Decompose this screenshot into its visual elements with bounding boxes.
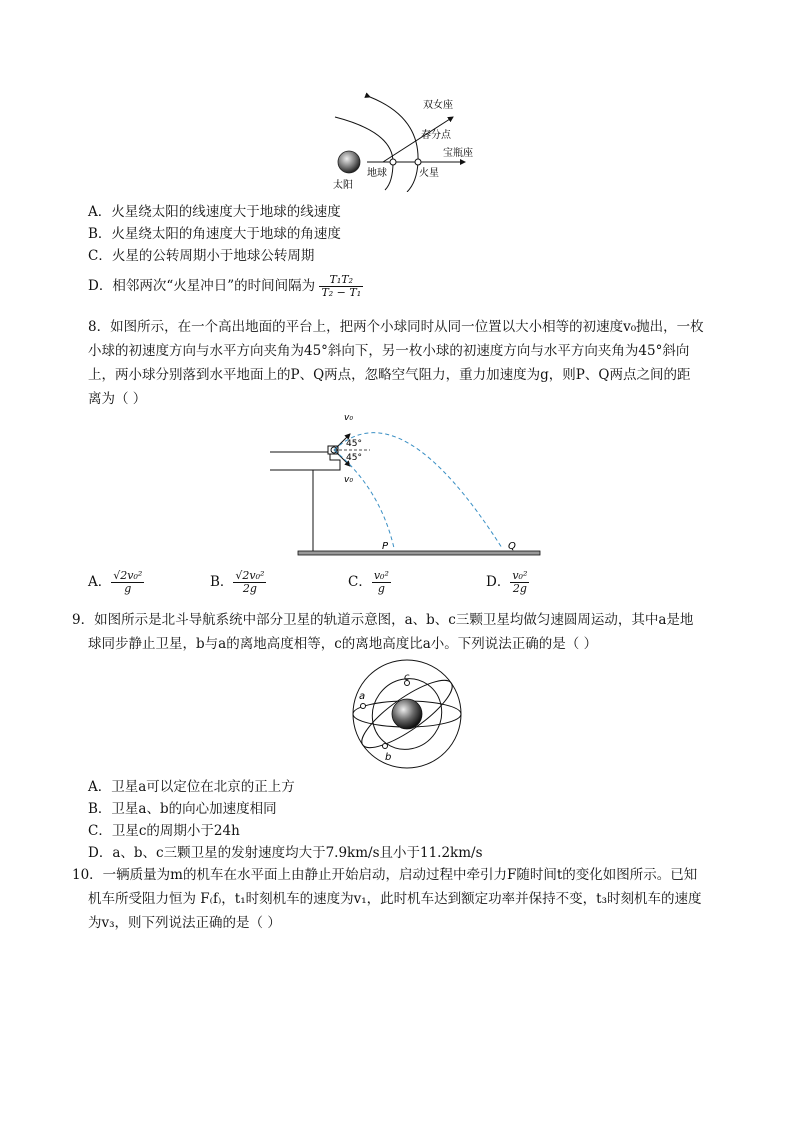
satellite-a [361,704,366,709]
q10-stem-line3: 为v₃，则下列说法正确的是（ ） [88,915,281,931]
q8-option-b: B． $\frac{\text{√2v₀²}}{2g}$ [210,569,265,595]
label-baoping: 宝瓶座 [443,148,473,159]
mars-dot [415,159,421,165]
q9-option-c: C．卫星c的周期小于24h [88,823,240,839]
label-taiyang: 太阳 [333,180,353,191]
q8-stem-line1: 8．如图所示，在一个高出地面的平台上，把两个小球同时从同一位置以大小相等的初速度v₀抛出，一枚 [88,319,704,335]
q7-option-b: B．火星绕太阳的角速度大于地球的角速度 [88,226,341,242]
platform [270,452,340,470]
q9-option-d: D．a、b、c三颗卫星的发射速度均大于7.9km/s且小于11.2km/s [88,845,483,861]
q10-stem-line1: 10．一辆质量为m的机车在水平面上由静止开始启动，启动过程中牵引力F随时间t的变化如图所示。已知 [72,867,698,883]
q8-stem-line2: 小球的初速度方向与水平方向夹角为45°斜向下，另一枚小球的初速度方向与水平方向夹角为45°斜向 [88,343,690,359]
label-v0-up: v₀ [344,413,353,423]
ground [298,551,540,555]
q7-option-c: C．火星的公转周期小于地球公转周期 [88,248,315,264]
sun-ball [338,151,360,173]
q8-stem-line4: 离为（ ） [88,391,147,407]
q9-stem-line1: 9．如图所示是北斗导航系统中部分卫星的轨道示意图，a、b、c三颗卫星均做匀速圆周运动，其中a是地 [72,612,694,628]
q9-stem-line2: 球同步静止卫星，b与a的离地高度相等，c的离地高度比a小。下列说法正确的是（ ） [88,636,598,652]
label-v0-down: v₀ [344,475,353,485]
label-angle-up: 45° [346,439,362,449]
q8-option-d: D． $\frac{\text{v₀²}}{2g}$ [486,569,528,595]
q10-stem-line2: 机车所受阻力恒为 F₍f₎，t₁时刻机车的速度为v₁，此时机车达到额定功率并保持不变，t₃时刻机车的速度 [88,891,702,907]
q9-option-a: A．卫星a可以定位在北京的正上方 [88,779,295,795]
label-a: a [359,691,366,702]
label-diqiu: 地球 [367,168,387,179]
mars-opposition-figure [325,92,495,192]
satellite-orbit-figure [345,656,470,771]
q7-option-d-text: D．相邻两次“火星冲日”的时间间隔为 [88,278,316,294]
label-Q: Q [508,541,516,552]
q7-option-a: A．火星绕太阳的线速度大于地球的线速度 [88,204,341,220]
label-shuangnv: 双女座 [423,100,453,111]
projectile-figure [270,408,545,558]
q8-stem-line3: 上，两小球分别落到水平地面上的P、Q两点，忽略空气阻力，重力加速度为g，则P、Q两点之间的距 [88,367,691,383]
q8-option-c: C． $\frac{\text{v₀²}}{g}$ [348,569,389,595]
earth-ball [392,699,422,729]
q7-option-d-fraction: $\frac{\text{T₁T₂}}{\text{T₂ − T₁}}$ [321,273,362,299]
label-c: c [404,672,410,683]
label-b: b [385,752,392,763]
label-chunfen: 春分点 [421,130,451,141]
satellite-b [383,744,388,749]
label-P: P [382,541,389,552]
trajectory-down [334,450,394,548]
q9-option-b: B．卫星a、b的向心加速度相同 [88,801,277,817]
q7-option-d [88,274,363,299]
label-angle-down: 45° [346,453,362,463]
earth-dot [390,159,396,165]
label-huoxing: 火星 [419,168,439,179]
q8-option-a: A． $\frac{\text{√2v₀²}}{g}$ [88,569,143,595]
